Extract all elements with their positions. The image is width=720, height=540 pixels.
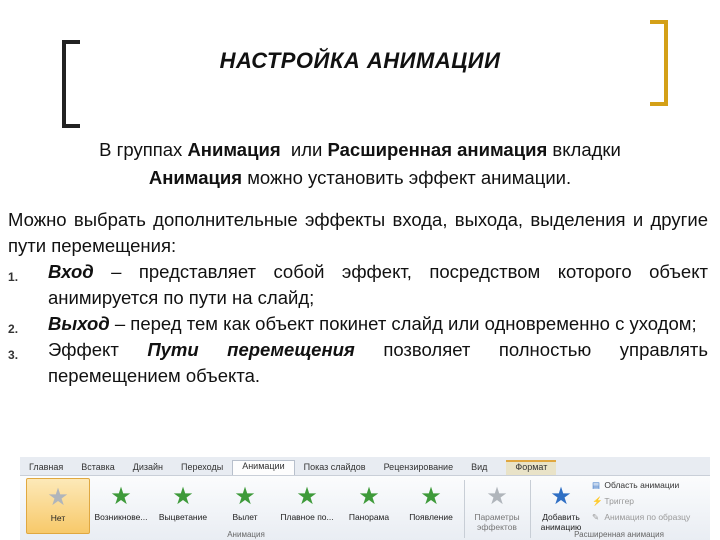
button-label: Панорама — [348, 512, 390, 522]
star-add-icon: ★ — [550, 483, 572, 510]
intro-bold: Анимация — [187, 139, 281, 160]
tab-design[interactable]: Дизайн — [132, 462, 163, 472]
tab-review[interactable]: Рецензирование — [383, 462, 454, 472]
button-label: Параметры эффектов — [474, 512, 520, 532]
button-label: Плавное по... — [280, 512, 334, 522]
trigger-icon: ⚡ — [592, 496, 603, 506]
item-label: Анимация по образцу — [604, 512, 691, 522]
animation-none-button[interactable] — [26, 478, 90, 534]
ribbon-screenshot — [20, 457, 710, 540]
button-label: Нет — [50, 513, 66, 523]
list-number: 1 . — [8, 259, 18, 290]
add-animation-button[interactable] — [534, 478, 588, 532]
list-pre: Эффект — [48, 339, 148, 360]
effects-list — [8, 259, 708, 389]
tab-slideshow[interactable]: Показ слайдов — [303, 462, 366, 472]
intro-part: можно установить эффект анимации. — [242, 167, 572, 188]
trigger-button[interactable] — [592, 496, 634, 507]
star-icon: ★ — [296, 483, 318, 510]
tab-format[interactable]: Формат — [506, 460, 556, 475]
button-label: Вылет — [232, 512, 258, 522]
intro-part: или — [280, 139, 328, 160]
group-divider — [530, 480, 531, 538]
star-icon: ★ — [110, 483, 132, 510]
list-item — [8, 311, 708, 337]
animation-painter-button[interactable] — [592, 512, 690, 523]
intro-bold: Расширенная анимация — [327, 139, 548, 160]
animation-fade-button[interactable] — [152, 478, 214, 532]
intro-part: В группах — [99, 139, 188, 160]
ribbon-groups — [20, 476, 710, 540]
left-bracket-decoration — [62, 40, 80, 128]
button-label: Выцветание — [158, 512, 208, 522]
intro-text — [10, 136, 710, 192]
list-number: 2 . — [8, 311, 18, 342]
slide-title: НАСТРОЙКА АНИМАЦИИ — [219, 48, 501, 73]
tab-view[interactable]: Вид — [471, 462, 488, 472]
right-bracket-decoration — [650, 20, 668, 106]
animation-float-button[interactable] — [276, 478, 338, 532]
animation-pane-button[interactable] — [592, 480, 679, 491]
tab-transitions[interactable]: Переходы — [180, 462, 224, 472]
star-icon: ★ — [358, 483, 380, 510]
list-item — [8, 259, 708, 311]
tab-animations[interactable]: Анимации — [232, 460, 294, 475]
animation-pan-button[interactable] — [338, 478, 400, 532]
list-text: – представляет собой эффект, посредством которого объект анимируется по пути на слайд; — [48, 261, 708, 308]
star-icon: ★ — [486, 483, 508, 510]
tab-home[interactable]: Главная — [29, 462, 64, 472]
star-icon: ★ — [234, 483, 256, 510]
ribbon-tabs — [20, 457, 710, 476]
pane-icon: ▤ — [592, 480, 601, 490]
animation-wipe-button[interactable] — [400, 478, 462, 532]
animation-fly-in-button[interactable] — [214, 478, 276, 532]
list-number: 3 . — [8, 337, 18, 368]
star-icon: ★ — [47, 484, 69, 511]
effect-options-button[interactable] — [468, 478, 526, 532]
button-label: Добавить анимацию — [540, 512, 582, 532]
star-icon: ★ — [172, 483, 194, 510]
list-text: – перед тем как объект покинет слайд или одновременно с уходом; — [109, 313, 697, 334]
star-icon: ★ — [420, 483, 442, 510]
item-label: Триггер — [604, 496, 635, 506]
group-label-animation: Анимация — [227, 530, 265, 539]
button-label: Возникнове... — [94, 512, 148, 522]
list-text: позволяет полностью управлять перемещением объекта. — [48, 339, 708, 386]
intro-bold: Анимация — [148, 167, 243, 188]
tab-insert[interactable]: Вставка — [81, 462, 115, 472]
brush-icon: ✎ — [592, 512, 600, 522]
list-term: Выход — [48, 313, 110, 334]
animation-appear-button[interactable] — [90, 478, 152, 532]
slide-body — [8, 207, 708, 389]
list-term: Вход — [48, 261, 94, 282]
intro-part: вкладки — [547, 139, 621, 160]
list-term: Пути перемещения — [147, 339, 355, 360]
button-label: Появление — [409, 512, 453, 522]
group-label-advanced: Расширенная анимация — [574, 530, 664, 539]
item-label: Область анимации — [604, 480, 680, 490]
list-item — [8, 337, 708, 389]
paragraph: Можно выбрать дополнительные эффекты входа, выхода, выделения и другие пути перемещения: — [8, 209, 708, 256]
